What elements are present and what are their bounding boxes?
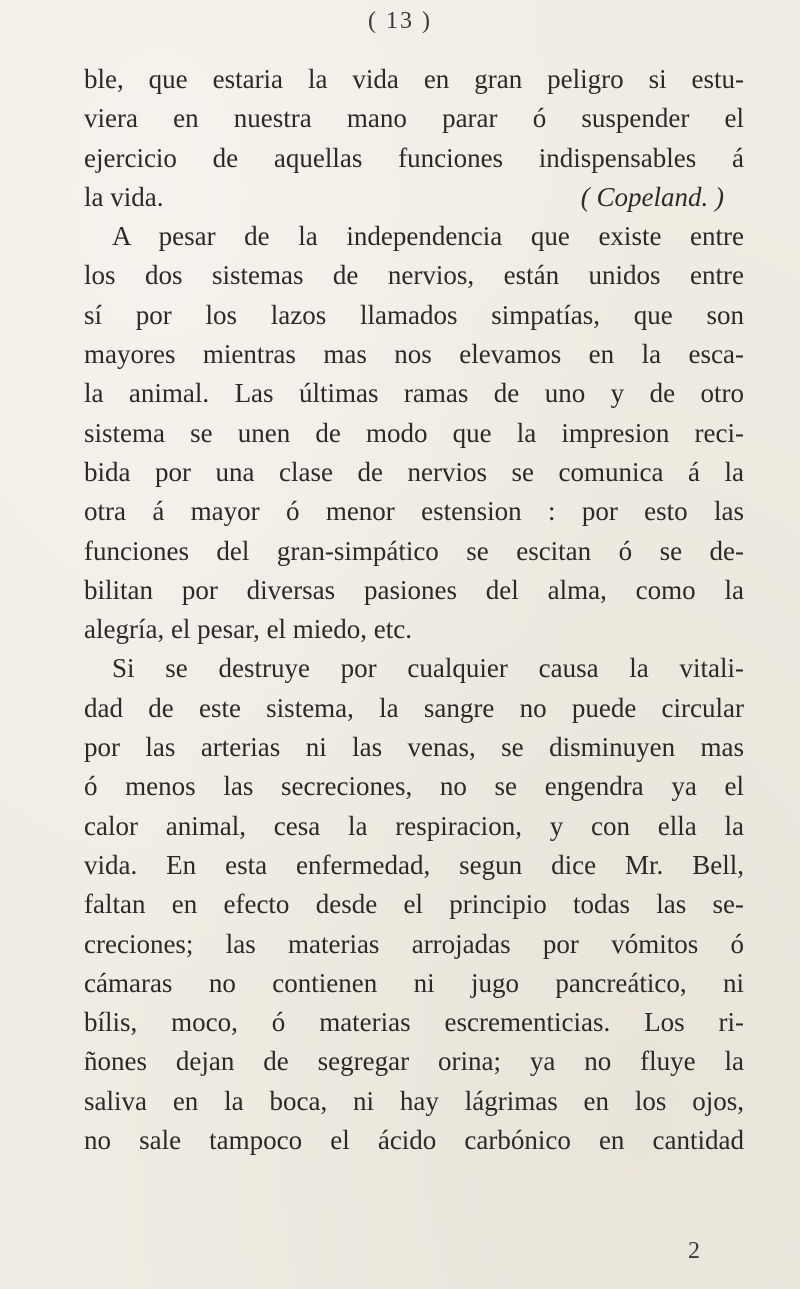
citation-credit: ( Copeland. ) — [580, 181, 724, 212]
text-line: la animal. Las últimas ramas de uno y de otro — [84, 378, 744, 409]
text-line: dad de este sistema, la sangre no puede circular — [84, 692, 744, 723]
text-line: ejercicio de aquellas funciones indispensables á — [84, 142, 744, 173]
text-line: funciones del gran-simpático se escitan ó se de- — [84, 535, 744, 566]
text-line: ó menos las secreciones, no se engendra ya el — [84, 771, 744, 802]
text-line: ble, que estaria la vida en gran peligro si estu- — [84, 64, 744, 94]
text-line: saliva en la boca, ni hay lágrimas en los ojos, — [84, 1085, 744, 1116]
text-line: sí por los lazos llamados simpatías, que son — [84, 299, 744, 330]
paragraph-start-line: A pesar de la independencia que existe entre — [112, 221, 744, 252]
paragraph-end-line: alegría, el pesar, el miedo, etc. — [84, 614, 413, 645]
text-line: bida por una clase de nervios se comunica á la — [84, 456, 744, 487]
paragraph-start-line: Si se destruye por cualquier causa la vitali- — [112, 653, 744, 684]
text-line: la vida. — [84, 181, 164, 212]
text-line: creciones; las materias arrojadas por vómitos ó — [84, 928, 744, 959]
text-line: no sale tampoco el ácido carbónico en cantidad — [84, 1125, 744, 1156]
signature-mark: 2 — [688, 1238, 700, 1264]
text-line: mayores mientras mas nos elevamos en la esca- — [84, 339, 744, 370]
text-line: los dos sistemas de nervios, están unidos entre — [84, 260, 744, 291]
text-line: otra á mayor ó menor estension : por esto las — [84, 496, 744, 527]
text-line: sistema se unen de modo que la impresion reci- — [84, 417, 744, 448]
page-number: ( 13 ) — [368, 8, 432, 34]
text-line: vida. En esta enfermedad, segun dice Mr. Bell, — [84, 849, 744, 880]
text-line: por las arterias ni las venas, se disminuyen mas — [84, 732, 744, 763]
text-line: viera en nuestra mano parar ó suspender el — [84, 103, 744, 134]
text-line: cámaras no contienen ni jugo pancreático, ni — [84, 967, 744, 998]
text-line-with-credit — [84, 178, 744, 217]
text-line: faltan en efecto desde el principio todas las se- — [84, 889, 744, 920]
text-line: calor animal, cesa la respiracion, y con ella la — [84, 810, 744, 841]
text-line: bílis, moco, ó materias escrementicias. Los ri- — [84, 1007, 744, 1038]
text-line: ñones dejan de segregar orina; ya no fluye la — [84, 1046, 744, 1077]
body-text — [84, 60, 744, 1160]
text-line: bilitan por diversas pasiones del alma, como la — [84, 574, 744, 605]
